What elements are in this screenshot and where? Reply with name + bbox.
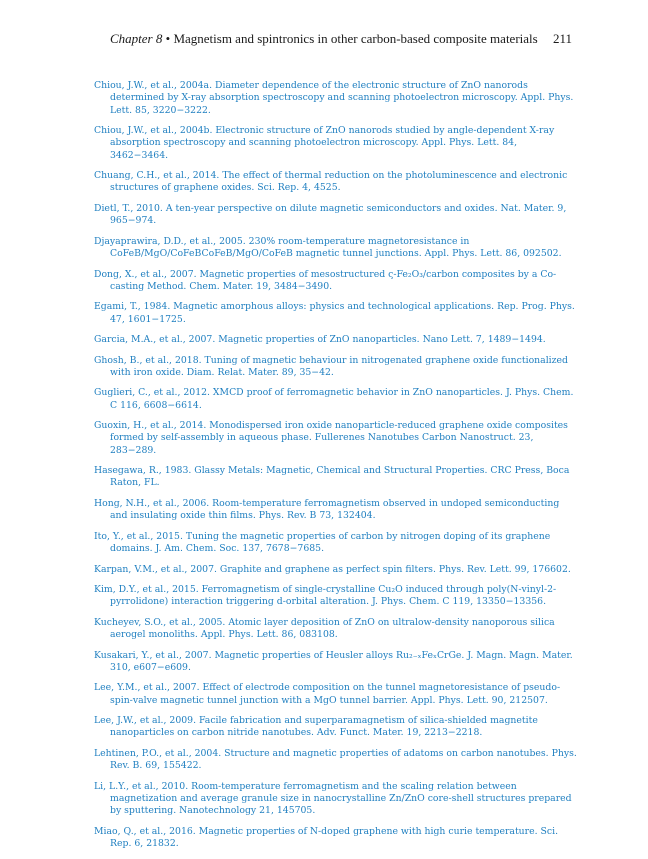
reference-entry: Kim, D.Y., et al., 2015. Ferromagnetism of single-crystalline Cu₂O induced through poly(N-vinyl-2-pyrrolidone) interaction triggering d-orbital alteration. J. Phys. Chem. C 119, 13350−13356. <box>94 584 557 608</box>
reference-entry: Garcia, M.A., et al., 2007. Magnetic properties of ZnO nanoparticles. Nano Lett. 7, 1489−1494. <box>94 334 546 346</box>
reference-entry: Lee, Y.M., et al., 2007. Effect of electrode composition on the tunnel magnetoresistance of pseudo-spin-valve magnetic tunnel junction with a MgO tunnel barrier. Appl. Phys. Lett. 90, 212507. <box>94 682 561 706</box>
reference-entry: Karpan, V.M., et al., 2007. Graphite and graphene as perfect spin filters. Phys. Rev. Lett. 99, 176602. <box>94 563 571 575</box>
reference-entry: Hong, N.H., et al., 2006. Room-temperature ferromagnetism observed in undoped semiconducting and insulating oxide thin films. Phys. Rev. B 73, 132404. <box>94 497 560 522</box>
reference-entry: Guoxin, H., et al., 2014. Monodispersed iron oxide nanoparticle-reduced graphene oxide composites formed by self-assembly in aqueous phase. Fullerenes Nanotubes Carbon Nanostruct. 23, 283−289. <box>94 420 568 456</box>
chapter-title: Magnetism and spintronics in other carbon-based composite materials <box>173 31 538 46</box>
reference-entry: Chiou, J.W., et al., 2004b. Electronic structure of ZnO nanorods studied by angle-dependent X-ray absorption spectroscopy and scanning photoelectron microscopy. Appl. Phys. Lett. 84, 3462−3464. <box>94 125 555 161</box>
reference-entry: Chiou, J.W., et al., 2004a. Diameter dependence of the electronic structure of ZnO nanorods determined by X-ray absorption spectroscopy and scanning photoelectron microscopy. Appl. Phys. Lett. 85, 3220−3222. <box>94 80 574 116</box>
reference-entry: Guglieri, C., et al., 2012. XMCD proof of ferromagnetic behavior in ZnO nanoparticles. J. Phys. Chem. C 116, 6608−6614. <box>94 387 574 411</box>
reference-entry: Hasegawa, R., 1983. Glassy Metals: Magnetic, Chemical and Structural Properties. CRC Press, Boca Raton, FL. <box>94 465 570 489</box>
reference-entry: Djayaprawira, D.D., et al., 2005. 230% room-temperature magnetoresistance in CoFeB/MgO/CoFeBCoFeB/MgO/CoFeB magnetic tunnel junctions. Appl. Phys. Lett. 86, 092502. <box>94 235 562 260</box>
reference-entry: Chuang, C.H., et al., 2014. The effect of thermal reduction on the photoluminescence and electronic structures of graphene oxides. Sci. Rep. 4, 4525. <box>94 170 568 194</box>
reference-entry: Egami, T., 1984. Magnetic amorphous alloys: physics and technological applications. Rep. Prog. Phys. 47, 1601−1725. <box>94 301 575 325</box>
reference-entry: Lehtinen, P.O., et al., 2004. Structure and magnetic properties of adatoms on carbon nanotubes. Phys. Rev. B. 69, 155422. <box>94 747 577 772</box>
reference-entry: Ghosh, B., et al., 2018. Tuning of magnetic behaviour in nitrogenated graphene oxide functionalized with iron oxide. Diam. Relat. Mater. 89, 35−42. <box>94 354 569 378</box>
reference-entry: Dietl, T., 2010. A ten-year perspective on dilute magnetic semiconductors and oxides. Nat. Mater. 9, 965−974. <box>94 202 567 227</box>
reference-entry: Li, L.Y., et al., 2010. Room-temperature ferromagnetism and the scaling relation between magnetization and average granule size in nanocrystalline Zn/ZnO core-shell structures prepared by sputtering. Nanotechnology 21, 145705. <box>94 780 572 817</box>
reference-entry: Miao, Q., et al., 2016. Magnetic properties of N-doped graphene with high curie temperature. Sci. Rep. 6, 21832. <box>94 825 559 850</box>
reference-list <box>94 80 578 859</box>
reference-entry: Dong, X., et al., 2007. Magnetic properties of mesostructured ς-Fe₂O₃/carbon composites by a Co-casting Method. Chem. Mater. 19, 3484−3490. <box>94 268 557 292</box>
reference-entry: Kucheyev, S.O., et al., 2005. Atomic layer deposition of ZnO on ultralow-density nanoporous silica aerogel monoliths. Appl. Phys. Lett. 86, 083108. <box>94 616 555 641</box>
reference-entry: Ito, Y., et al., 2015. Tuning the magnetic properties of carbon by nitrogen doping of its graphene domains. J. Am. Chem. Soc. 137, 7678−7685. <box>94 530 551 555</box>
reference-entry: Lee, J.W., et al., 2009. Facile fabrication and superparamagnetism of silica-shielded magnetite nanoparticles on carbon nitride nanotubes. Adv. Funct. Mater. 19, 2213−2218. <box>94 715 538 739</box>
chapter-label: Chapter 8 <box>110 31 163 46</box>
running-header <box>100 31 572 47</box>
reference-entry: Kusakari, Y., et al., 2007. Magnetic properties of Heusler alloys Ru₂₋ₓFeₓCrGe. J. Magn. Magn. Mater. 310, e607−e609. <box>94 649 573 673</box>
header-bullet: • <box>165 31 171 46</box>
page-number: 211 <box>552 31 572 46</box>
